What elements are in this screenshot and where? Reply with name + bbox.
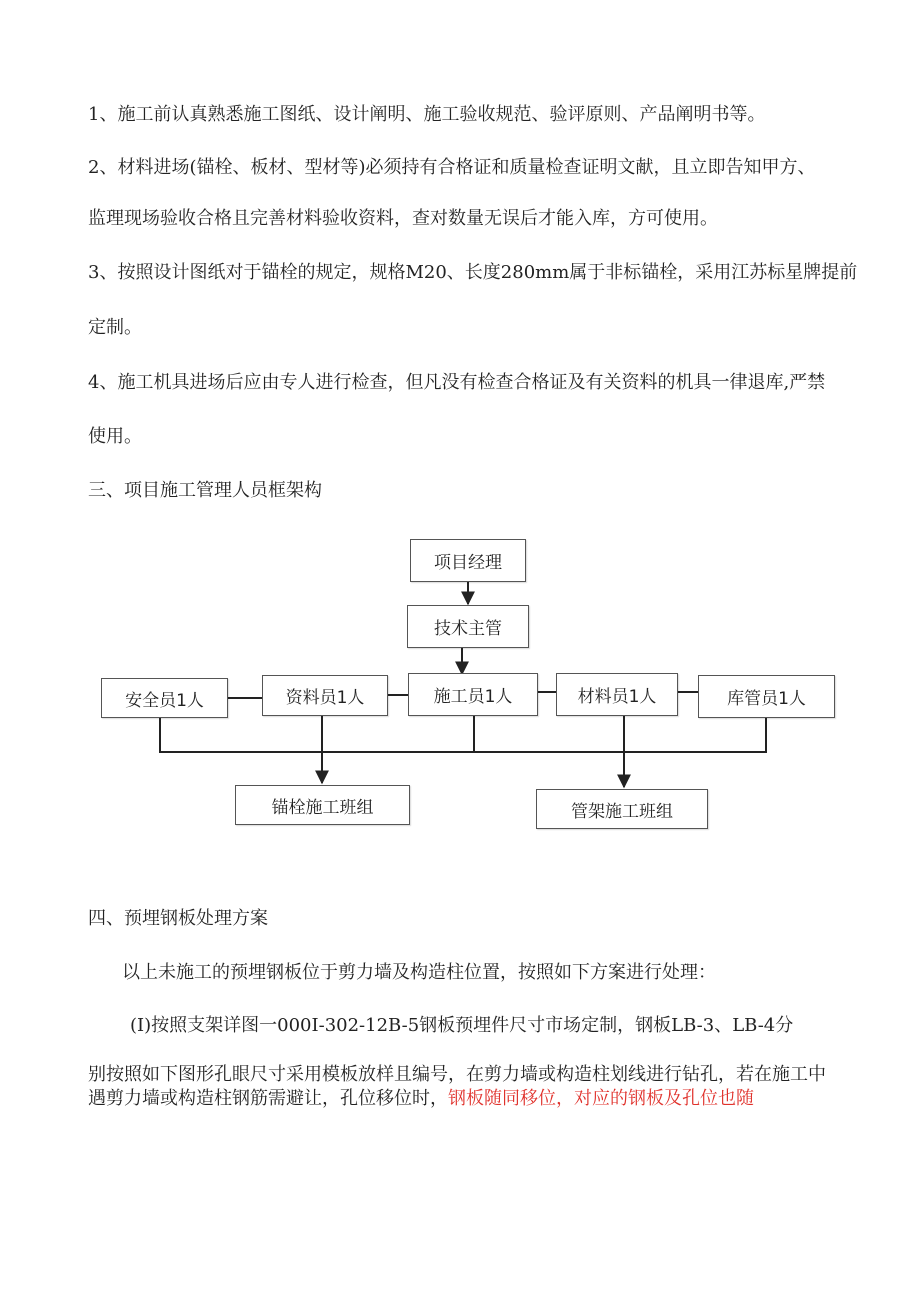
section-4-paragraph-4 [88, 1088, 754, 1110]
section-4-paragraph-3: 别按照如下图形孔眼尺寸采用模板放样且编号，在剪力墙或构造柱划线进行钻孔，若在施工中 [88, 1064, 826, 1085]
section-3-title: 三、项目施工管理人员框架构 [88, 480, 322, 501]
paragraph-4-line-2: 使用。 [88, 426, 142, 447]
box-pipe-rack-construction-team: 管架施工班组 [536, 789, 708, 829]
paragraph-3-line-1: 3、按照设计图纸对于锚栓的规定，规格M20、长度280mm属于非标锚栓，采用江苏标星牌提前 [88, 262, 858, 283]
box-materials-officer: 材料员1人 [556, 673, 678, 716]
section-4-paragraph-4-normal: 遇剪力墙或构造柱钢筋需避让，孔位移位时， [88, 1088, 448, 1109]
paragraph-2-line-1: 2、材料进场(锚栓、板材、型材等)必须持有合格证和质量检查证明文献，且立即告知甲方、 [88, 157, 816, 178]
box-construction-officer: 施工员1人 [408, 673, 538, 716]
paragraph-3-line-2: 定制。 [88, 317, 142, 338]
box-warehouse-keeper: 库管员1人 [698, 675, 835, 718]
section-4-paragraph-2: (I)按照支架详图一000I-302-12B-5钢板预埋件尺寸市场定制，钢板LB-3、LB-4分 [130, 1015, 794, 1036]
section-4-paragraph-1: 以上未施工的预埋钢板位于剪力墙及构造柱位置，按照如下方案进行处理： [122, 962, 716, 983]
box-tech-lead: 技术主管 [407, 605, 529, 648]
section-4-paragraph-4-highlight: 钢板随同移位，对应的钢板及孔位也随 [448, 1088, 754, 1109]
box-project-manager: 项目经理 [410, 539, 526, 582]
box-anchor-construction-team: 锚栓施工班组 [235, 785, 410, 825]
paragraph-1: 1、施工前认真熟悉施工图纸、设计阐明、施工验收规范、验评原则、产品阐明书等。 [88, 104, 766, 125]
box-documentation-officer: 资料员1人 [262, 675, 388, 716]
box-safety-officer: 安全员1人 [101, 678, 228, 718]
paragraph-4-line-1: 4、施工机具进场后应由专人进行检查，但凡没有检查合格证及有关资料的机具一律退库,严禁 [88, 372, 826, 393]
paragraph-2-line-2: 监理现场验收合格且完善材料验收资料，查对数量无误后才能入库，方可使用。 [88, 208, 718, 229]
section-4-title: 四、预埋钢板处理方案 [88, 908, 268, 929]
